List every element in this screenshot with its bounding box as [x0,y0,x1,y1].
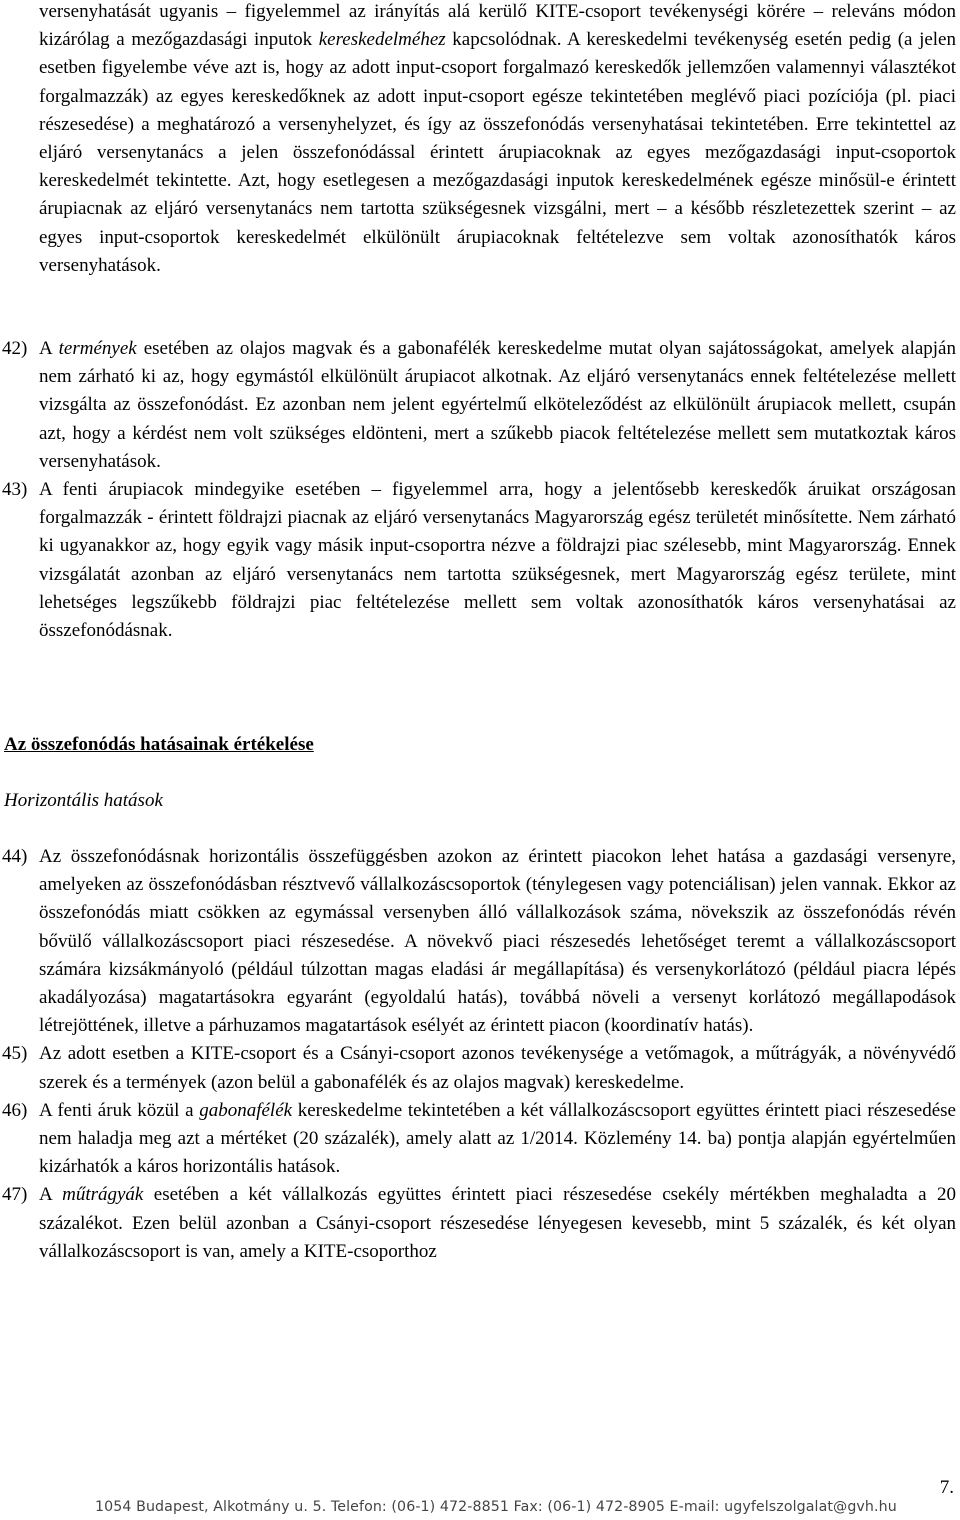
numbered-list [2,335,956,645]
item-number: 46) [2,1099,28,1121]
item-text: esetében az olajos magvak és a gabonafélék kereskedelme mutat olyan sajátosságokat, amelyek alapján nem zárható ki az, hogy egymástól elkülönült árupiacot alkotnak. Az eljáró versenytanács ennek feltételezése mellett vizsgálta az összefonódást. Ez azonban nem jelent egyértelmű elköteleződést az elkülönült árupiacok mellett, csupán azt, hogy a kérdést nem volt szükséges eldönteni, mert a szűkebb piacok feltételezése mellett sem mutatkoztak káros versenyhatások. [39,338,956,472]
list-item [2,1181,956,1266]
item-text: Az adott esetben a KITE-csoport és a Csányi-csoport azonos tevékenysége a vetőmagok, a műtrágyák, a növényvédő szerek és a termények (azon belül a gabonafélék és az olajos magvak) kereskedelme. [39,1043,956,1093]
list-item [2,476,956,645]
item-number: 44) [2,846,28,867]
item-text: kereskedelme tekintetében a két vállalkozáscsoport együttes érintett piaci részesedése nem haladja meg azt a mértéket (20 százalék), amely alatt az 1/2014. Közlemény 14. ba) pontja alapján egyértelműen kizárhatók a káros horizontális hatások. [39,1099,956,1178]
list-item [2,1040,956,1096]
item-text: A [39,1184,63,1206]
emphasis-text: gabonafélék [199,1099,293,1121]
item-number: 47) [2,1184,28,1206]
paragraph-continuation [39,0,956,280]
item-text: A fenti áruk közül a [39,1099,200,1121]
paragraph-text: kapcsolódnak. A kereskedelmi tevékenység esetén pedig (a jelen esetben figyelembe véve azt is, hogy az adott input-csoport forgalmazó kereskedők jellemzően valamennyi választékot forgalmazzák) az egyes kereskedőknek az adott input-csoport egésze tekintetében meglévő piaci pozíciója (pl. piaci részesedése) a meghatározó a versenyhelyzet, és így az összefonódás versenyhatásai tekintetében. Erre tekintettel az eljáró versenytanács a jelen összefonódással érintett árupiacoknak az egyes mezőgazdasági input-csoportok kereskedelmét tekintette. Azt, hogy esetlegesen a mezőgazdasági inputok kereskedelmének egésze minősül-e érintett árupiacnak az eljáró versenytanács nem tartotta szükségesnek vizsgálni, mert – a később részletezettek szerint – az egyes input-csoportok kereskedelmét elkülönült árupiacoknak feltételezve sem voltak azonosíthatók káros versenyhatások. [39,29,956,276]
item-text: Az összefonódásnak horizontális összefüggésben azokon az érintett piacokon lehet hatása a gazdasági versenyre, amelyeken az összefonódásban résztvevő vállalkozáscsoportok (ténylegesen vagy potenciálisan) jelen vannak. Ekkor az összefonódás miatt csökken az egymással versenyben álló vállalkozások száma, növekszik az összefonódás révén bővülő vállalkozáscsoport piaci részesedése. A növekvő piaci részesedés lehetőséget teremt a vállalkozáscsoport számára kizsákmányoló (például túlzottan magas eladási ár megállapítása) és versenykorlátozó (például piacra lépés akadályozása) magatartásokra egyaránt (egyoldalú hatás), továbbá növeli a versenyt korlátozó megállapodások létrejöttének, illetve a párhuzamos magatartások esélyét az érintett piacon (koordinatív hatás). [39,846,956,1037]
section-heading: Az összefonódás hatásainak értékelése [4,734,314,755]
emphasis-text: műtrágyák [62,1184,144,1206]
item-number: 43) [2,479,28,501]
item-number: 42) [2,338,28,359]
item-number: 45) [2,1043,28,1065]
subsection-heading: Horizontális hatások [4,790,163,811]
numbered-list [2,843,956,1266]
list-item [2,335,956,476]
emphasis-text: kereskedelméhez [318,29,446,51]
page-number: 7. [939,1477,954,1498]
item-text: A [39,338,59,359]
item-text: A fenti árupiacok mindegyike esetében – figyelemmel arra, hogy a jelentősebb kereskedők áruikat országosan forgalmazzák - érintett földrajzi piacnak az eljáró versenytanács Magyarország egész területét minősítette. Nem zárható ki ugyanakkor az, hogy egyik vagy másik input-csoportra nézve a földrajzi piac szélesebb, mint Magyarország. Ennek vizsgálatát azonban az eljáró versenytanács nem tartotta szükségesnek, mert Magyarország egész területe, mint lehetséges legszűkebb földrajzi piac feltételezése mellett sem voltak azonosíthatók káros versenyhatásai az összefonódásnak. [39,479,956,642]
paragraph-text: versenyhatását ugyanis – figyelemmel az irányítás alá kerülő KITE-csoport tevékenységi körére – releváns módon kizárólag a mezőgazdasági inputok [39,1,956,51]
item-text: esetében a két vállalkozás együttes érintett piaci részesedése csekély mértékben meghaladta a 20 százalékot. Ezen belül azonban a Csányi-csoport részesedése lényegesen kevesebb, mint 5 százalék, és két olyan vállalkozáscsoport is van, amely a KITE-csoporthoz [39,1184,956,1262]
list-item [2,843,956,1040]
emphasis-text: termények [58,338,137,359]
list-item [2,1097,956,1182]
footer-contact-info: 1054 Budapest, Alkotmány u. 5. Telefon: (06-1) 472-8851 Fax: (06-1) 472-8905 E-mail: ugyfelszolgalat@gvh.hu [95,1499,897,1515]
